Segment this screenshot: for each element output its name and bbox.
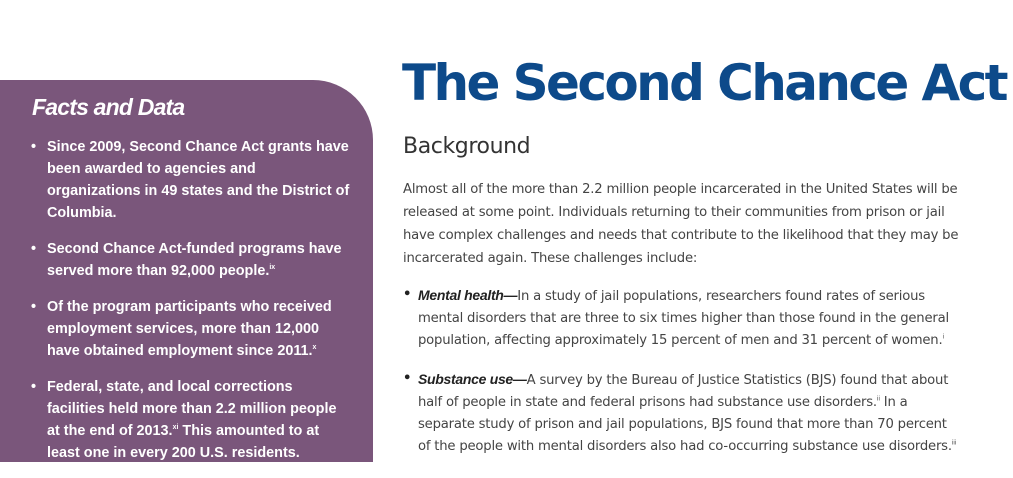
challenge-term: Substance use—	[418, 371, 527, 387]
bullet-icon: •	[31, 241, 37, 257]
facts-sidebar	[0, 80, 373, 462]
challenge-text: In a study of jail populations, researchers found rates of serious mental disorders that are three to six times higher than those found in the general population, affecting approximately 15 percent of men and 31 percent of women.	[418, 289, 949, 348]
bullet-icon: •	[31, 379, 37, 395]
challenge-text: A survey by the Bureau of Justice Statistics (BJS) found that about half of people in state and federal prisons had substance use disorders.	[418, 373, 949, 410]
endnote-ref[interactable]: x	[312, 344, 317, 352]
fact-item	[30, 238, 350, 282]
fact-text: Federal, state, and local corrections facilities held more than 2.2 million people at the end of 2013.	[47, 379, 337, 439]
page-title: The Second Chance Act	[402, 54, 1006, 112]
sidebar-title: Facts and Data	[32, 94, 185, 120]
bullet-icon: •	[31, 299, 37, 315]
endnote-ref[interactable]: xi	[172, 424, 179, 432]
fact-text: Of the program participants who received employment services, more than 12,000 have obtained employment since 2011.	[47, 299, 332, 359]
fact-item	[30, 376, 350, 464]
challenge-term: Mental health—	[418, 287, 518, 303]
endnote-ref[interactable]: i	[942, 333, 944, 341]
challenges-list	[403, 284, 963, 474]
bullet-icon: •	[403, 371, 412, 386]
challenge-text-continued: In a separate study of prison and jail populations, BJS found that more than 70 percent of the people with mental disorders also had co-occurring substance use disorders.	[418, 395, 952, 454]
intro-paragraph: Almost all of the more than 2.2 million people incarcerated in the United States will be released at some point. Individuals returning to their communities from prison or jail have complex challenges and needs that contribute to the likelihood that they may be incarcerated again. These challenges include:	[403, 182, 959, 266]
fact-item	[30, 296, 350, 362]
facts-list	[30, 136, 350, 478]
endnote-ref[interactable]: ix	[269, 264, 276, 272]
fact-text: Second Chance Act-funded programs have served more than 92,000 people.	[47, 241, 342, 279]
bullet-icon: •	[403, 287, 412, 302]
endnote-ref[interactable]: ii	[876, 395, 880, 403]
fact-item	[30, 136, 350, 224]
section-heading: Background	[403, 134, 531, 159]
bullet-icon: •	[31, 139, 37, 155]
challenge-item	[403, 368, 963, 458]
challenge-item	[403, 284, 963, 352]
fact-text-continued: This amounted to at least one in every 200 U.S. residents.	[47, 423, 320, 461]
fact-text: Since 2009, Second Chance Act grants have been awarded to agencies and organizations in 49 states and the District of Columbia.	[47, 139, 350, 221]
endnote-ref[interactable]: iii	[951, 439, 957, 447]
